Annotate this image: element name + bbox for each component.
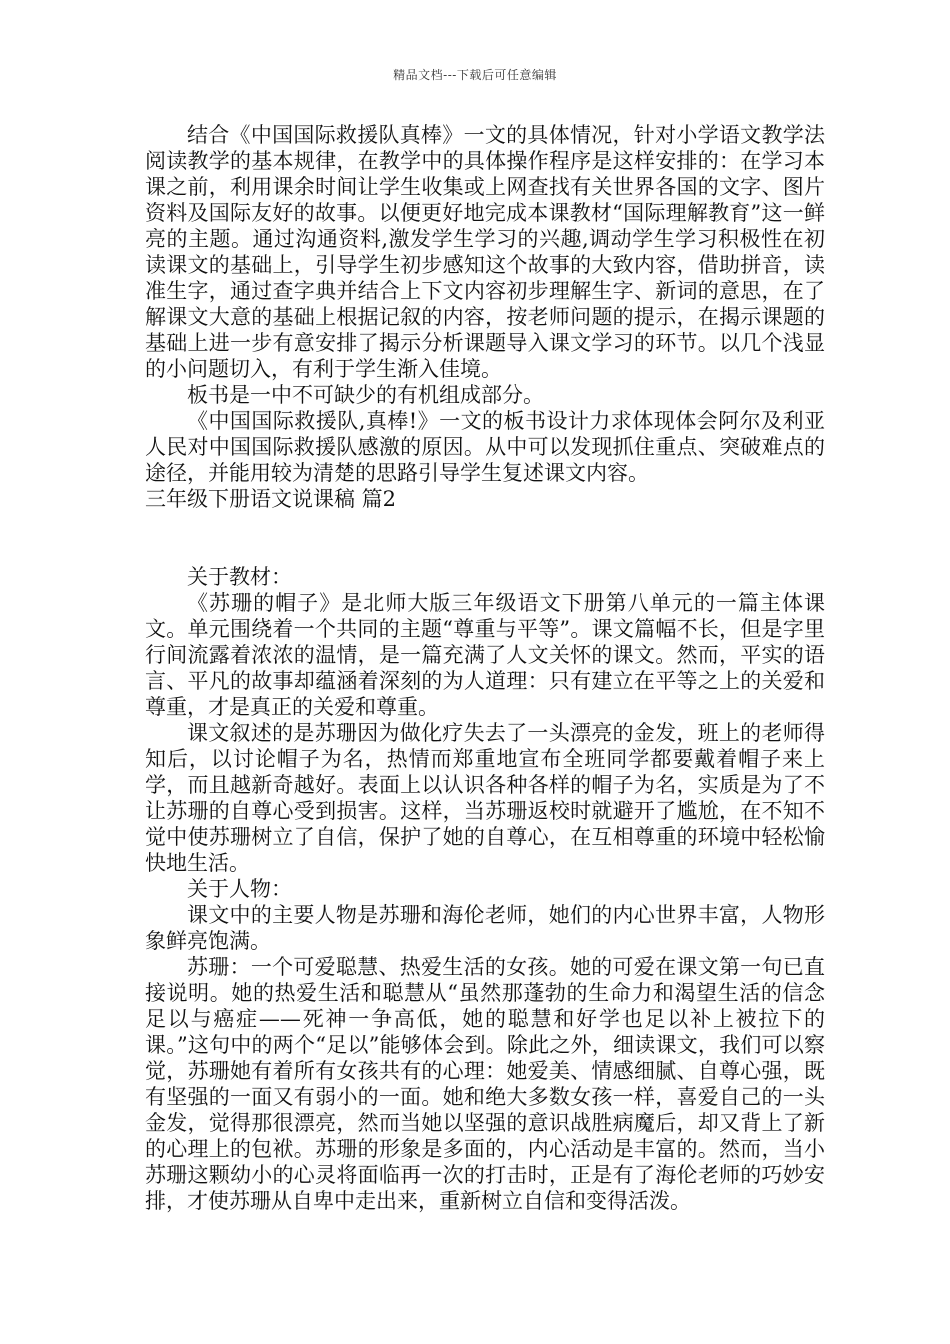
paragraph: 苏珊：一个可爱聪慧、热爱生活的女孩。她的可爱在课文第一句已直接说明。她的热爱生活和聪慧从“虽然那蓬勃的生命力和渴望生活的信念足以与癌症——死神一争高低，她的聪慧和好学也足以补上被拉下的课。”这句中的两个“足以”能够体会到。除此之外，细读课文，我们可以察觉，苏珊她有着所有女孩共有的心理：她爱美、情感细腻、自尊心强，既有坚强的一面又有弱小的一面。她和绝大多数女孩一样，喜爱自己的一头金发，觉得那很漂亮，然而当她以坚强的意识战胜病魔后，却又背上了新的心理上的包袱。苏珊的形象是多面的，内心活动是丰富的。然而，当小苏珊这颗幼小的心灵将面临再一次的打击时，正是有了海伦老师的巧妙安排，才使苏珊从自卑中走出来，重新树立自信和变得活泼。 <box>145 955 825 1213</box>
paragraph: 课文中的主要人物是苏珊和海伦老师，她们的内心世界丰富，人物形象鲜亮饱满。 <box>145 903 825 953</box>
paragraph: 《苏珊的帽子》是北师大版三年级语文下册第八单元的一篇主体课文。单元围绕着一个共同的主题“尊重与平等”。课文篇幅不长，但是字里行间流露着浓浓的温情，是一篇充满了人文关怀的课文。然而，平实的语言、平凡的故事却蕴涵着深刻的为人道理：只有建立在平等之上的关爱和尊重，才是真正的关爱和尊重。 <box>145 591 825 719</box>
page-header: 精品文档---下载后可任意编辑 <box>393 68 557 82</box>
paragraph: 结合《中国国际救援队真棒》一文的具体情况，针对小学语文教学法阅读教学的基本规律，在教学中的具体操作程序是这样安排的：在学习本课之前，利用课余时间让学生收集或上网查找有关世界各国的文字、图片资料及国际友好的故事。以便更好地完成本课教材“国际理解教育”这一鲜亮的主题。通过沟通资料,激发学生学习的兴趣,调动学生学习积极性在初读课文的基础上，引导学生初步感知这个故事的大致内容，借助拼音，读准生字，通过查字典并结合上下文内容初步理解生字、新词的意思，在了解课文大意的基础上根据记叙的内容，按老师问题的提示，在揭示课题的基础上进一步有意安排了揭示分析课题导入课文学习的环节。以几个浅显的小问题切入，有利于学生渐入佳境。 <box>145 123 825 381</box>
paragraph: 板书是一中不可缺少的有机组成部分。 <box>187 383 544 407</box>
subheading: 关于人物： <box>187 877 292 901</box>
subheading: 关于教材： <box>187 565 292 589</box>
section-title: 三年级下册语文说课稿 篇2 <box>145 487 397 511</box>
paragraph: 课文叙述的是苏珊因为做化疗失去了一头漂亮的金发，班上的老师得知后，以讨论帽子为名，热情而郑重地宣布全班同学都要戴着帽子来上学，而且越新奇越好。表面上以认识各种各样的帽子为名，实质是为了不让苏珊的自尊心受到损害。这样，当苏珊返校时就避开了尴尬，在不知不觉中使苏珊树立了自信，保护了她的自尊心，在互相尊重的环境中轻松愉快地生活。 <box>145 721 825 875</box>
document-body <box>145 122 825 1214</box>
paragraph: 《中国国际救援队,真棒!》一文的板书设计力求体现体会阿尔及利亚人民对中国国际救援队感激的原因。从中可以发现抓住重点、突破难点的途径，并能用较为清楚的思路引导学生复述课文内容。 <box>145 409 825 485</box>
blank-space <box>145 512 825 564</box>
